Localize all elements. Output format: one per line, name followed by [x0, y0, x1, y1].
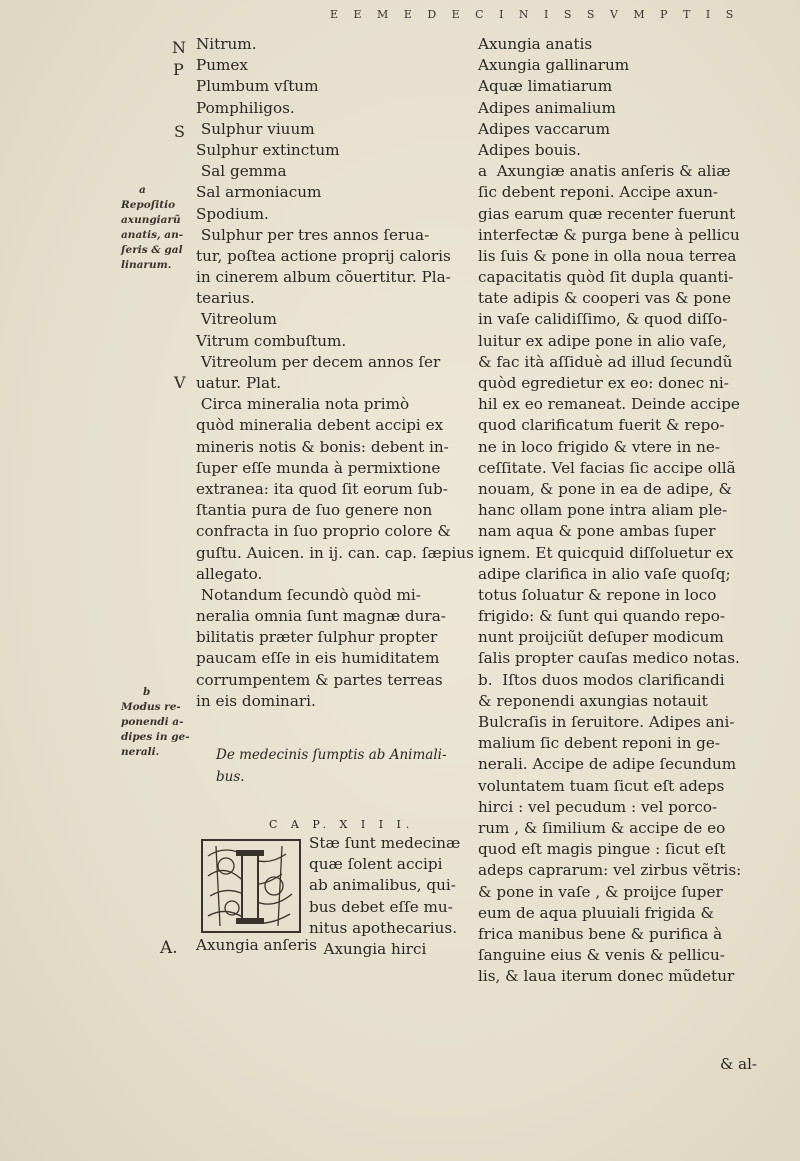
marker-a-bottom: A. [160, 938, 178, 958]
chapter-last-line: Axungia anſeris [196, 936, 317, 954]
text-line: ſtantia pura de ſuo genere non [196, 501, 433, 520]
side-note-b [121, 685, 193, 760]
text-line: ab animalibus, qui- [309, 876, 456, 895]
text-line: Plumbum vſtum [196, 77, 319, 96]
text-line: ſalis propter cauſas medico notas. [478, 649, 740, 668]
text-line: lis, & laua iterum donec mũdetur [478, 967, 735, 986]
text-line: Notandum ſecundò quòd mi- [196, 585, 421, 604]
text-line: neralia omnia ſunt magnæ dura- [196, 607, 446, 626]
text-line: nerali. Accipe de adipe ſecundum [478, 755, 737, 774]
text-line: & fac ità aſſiduè ad illud ſecundũ [478, 352, 733, 371]
text-line: confracta in ſuo proprio colore & [196, 522, 451, 541]
left-column [196, 34, 474, 712]
text-line: Axungia anatis [478, 35, 593, 53]
marker-s: S [174, 122, 185, 141]
text-line: luitur ex adipe pone in alio vaſe, [478, 331, 727, 350]
text-line: Axungia gallinarum [478, 56, 630, 75]
text-line: bilitatis præter ſulphur propter [196, 628, 438, 647]
text-line: adeps caprarum: vel zirbus vẽtris: [478, 861, 742, 880]
text-line: a Axungiæ anatis anſeris & aliæ [478, 162, 731, 181]
text-line: gias earum quæ recenter fuerunt [478, 204, 736, 223]
side-note-b-letter: b [143, 686, 151, 698]
chapter-body [309, 833, 460, 960]
text-line: nunt proijciũt deſuper modicum [478, 628, 724, 647]
text-line: Adipes animalium [478, 98, 616, 117]
catchword: & al- [720, 1055, 757, 1073]
text-line: malium ſic debent reponi in ge- [478, 734, 721, 753]
text-line: Spodium. [196, 204, 269, 223]
text-line: ſic debent reponi. Accipe axun- [478, 183, 719, 202]
decorated-initial [196, 836, 306, 936]
text-line: Sulphur viuum [196, 119, 315, 138]
text-line: ſuper eſſe munda à permixtione [196, 458, 441, 477]
text-line: tate adipis & cooperi vas & pone [478, 289, 731, 308]
text-line: frigido: & ſunt qui quando repo- [478, 607, 726, 626]
text-line: ſanguine eius & venis & pellicu- [478, 946, 725, 965]
text-line: tur, poſtea actione proprij caloris [196, 246, 451, 265]
text-line: adipe clarifica in alio vaſe quoſq; [478, 564, 731, 583]
side-note-a-letter: a [139, 184, 146, 196]
text-line: rum , & ſimilium & accipe de eo [478, 818, 726, 837]
text-line: quæ ſolent accipi [309, 855, 443, 874]
text-line: Vitreolum per decem annos ſer [196, 352, 441, 371]
text-line: Vitreolum [196, 310, 277, 329]
text-line: corrumpentem & partes terreas [196, 670, 443, 689]
text-line: ceſſitate. Vel facias ſic accipe ollã [478, 458, 736, 477]
section-heading: De medecinis ſumptis ab Animali- bus. [216, 747, 447, 785]
text-line: paucam eſſe in eis humiditatem [196, 649, 440, 668]
text-line: in eis dominari. [196, 691, 316, 710]
text-line: tearius. [196, 289, 255, 308]
text-line: Adipes vaccarum [478, 119, 611, 138]
text-line: interfectæ & purga bene à pellicu [478, 225, 740, 244]
text-line: quòd egredietur ex eo: donec ni- [478, 374, 729, 392]
text-line: nouam, & pone in ea de adipe, & [478, 479, 733, 498]
text-line: Pomphiligos. [196, 98, 295, 117]
text-line: hil ex eo remaneat. Deinde accipe [478, 395, 740, 414]
text-line: Adipes bouis. [478, 140, 582, 159]
marker-v: V [174, 373, 186, 392]
right-column [478, 34, 768, 987]
text-line: Aquæ limatiarum [478, 77, 613, 96]
text-line: totus ſoluatur & repone in loco [478, 585, 717, 604]
text-line: Sal gemma [196, 162, 287, 181]
text-line: ignem. Et quicquid diſſoluetur ex [478, 543, 734, 562]
text-line: quòd mineralia debent accipi ex [196, 416, 444, 435]
text-line: bus debet eſſe mu- [309, 897, 453, 916]
text-line: Stæ ſunt medecinæ [309, 834, 461, 852]
text-line: hanc ollam pone intra aliam ple- [478, 501, 728, 520]
text-line: in vaſe calidiſſimo, & quod diſſo- [478, 310, 728, 329]
text-line: & pone in vaſe , & proijce ſuper [478, 882, 723, 901]
ornament-initial-icon [196, 836, 306, 936]
text-line: quod clarificatum fuerit & repo- [478, 416, 725, 435]
text-line: Vitrum combuſtum. [196, 331, 347, 350]
text-line: voluntatem tuam ſicut eſt adeps [478, 776, 725, 795]
text-line: mineris notis & bonis: debent in- [196, 437, 449, 456]
text-line: hirci : vel pecudum : vel porco- [478, 797, 718, 816]
running-head: E E M E D E C I N I S S V M P T I S [330, 8, 740, 21]
text-line: ne in loco frigido & vtere in ne- [478, 437, 721, 456]
text-line: frica manibus bene & purifica à [478, 924, 723, 943]
text-line: Circa mineralia nota primò [196, 395, 410, 414]
text-line: uatur. Plat. [196, 374, 282, 392]
text-line: lis ſuis & pone in olla noua terrea [478, 246, 737, 265]
text-line: Sulphur extinctum [196, 140, 340, 159]
text-line: nitus apothecarius. [309, 918, 458, 937]
text-line: eum de aqua pluuiali frigida & [478, 903, 715, 922]
text-line: nam aqua & pone ambas ſuper [478, 522, 716, 541]
text-line: extranea: ita quod ſit eorum ſub- [196, 479, 448, 498]
text-line: Bulcraſis in ſeruitore. Adipes ani- [478, 713, 735, 731]
text-line: Nitrum. [196, 35, 257, 53]
text-line: Axungia hirci [309, 939, 427, 958]
text-line: Sulphur per tres annos ſerua- [196, 225, 430, 244]
text-line: & reponendi axungias notauit [478, 691, 708, 710]
text-line: in cinerem album cõuertitur. Pla- [196, 268, 451, 287]
text-line: quod eſt magis pingue : ſicut eſt [478, 840, 726, 859]
text-line: Sal armoniacum [196, 183, 322, 202]
marker-n: N [172, 38, 186, 57]
chapter-number: C A P. X I I I. [269, 818, 415, 831]
text-line: capacitatis quòd ſit dupla quanti- [478, 268, 734, 287]
text-line: b. Iſtos duos modos clarificandi [478, 670, 725, 689]
text-line: Pumex [196, 56, 248, 75]
text-line: guſtu. Auicen. in ij. can. cap. ſæpius [196, 543, 474, 562]
text-line: allegato. [196, 564, 263, 583]
side-note-a-text: Repoſitio axungiarũ anatis, an-ſeris & gal linarum. [121, 199, 184, 271]
side-note-a [121, 183, 193, 273]
side-note-b-text: Modus re-ponendi a-dipes in ge-nerali. [121, 701, 190, 758]
marker-p: P [173, 60, 184, 79]
